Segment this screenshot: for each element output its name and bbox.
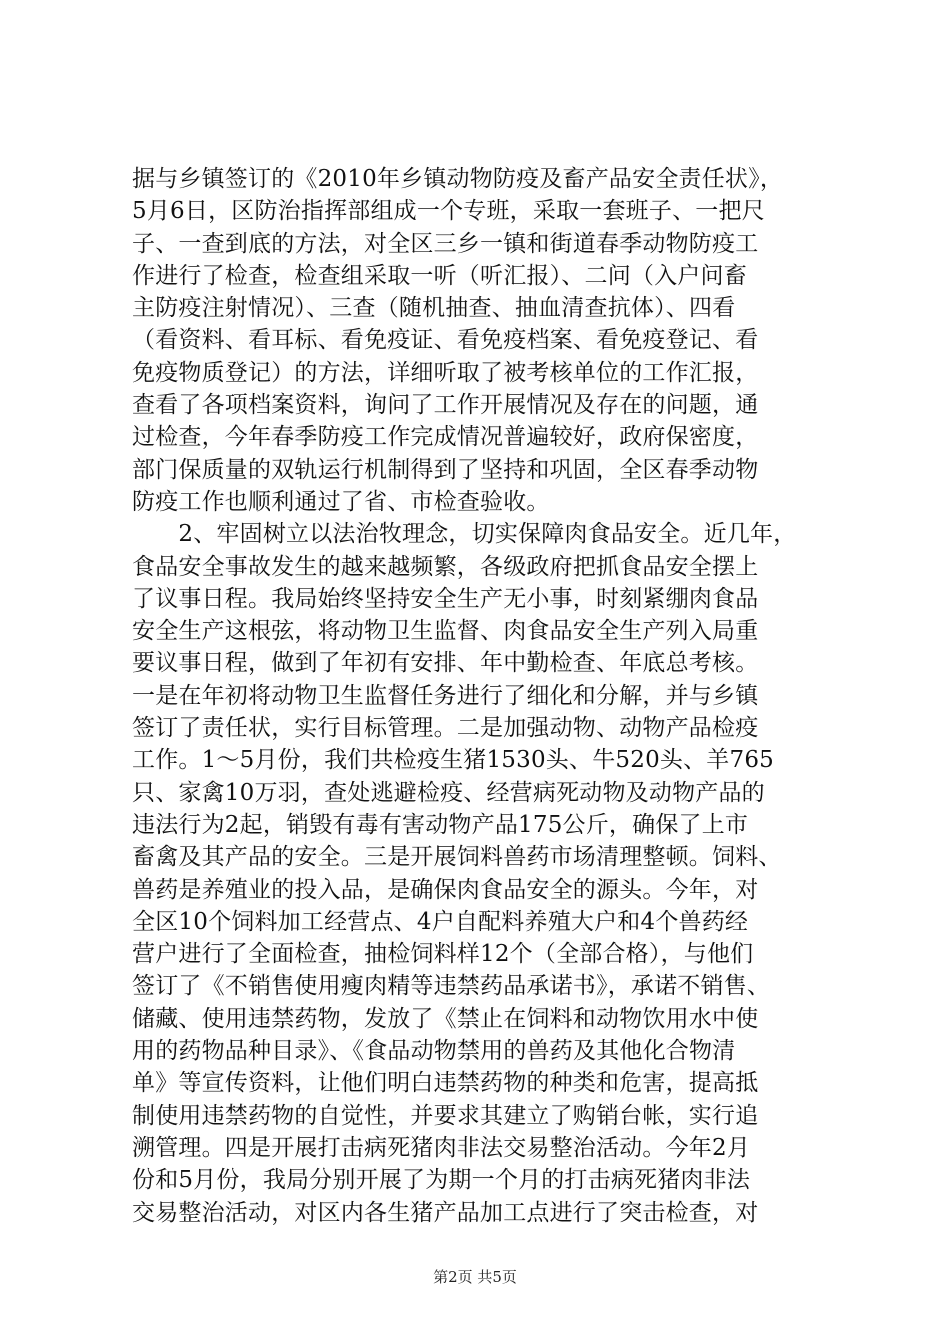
text-line: 免疫物质登记）的方法，详细听取了被考核单位的工作汇报， bbox=[132, 359, 759, 386]
text-line: 安全生产这根弦，将动物卫生监督、肉食品安全生产列入局重 bbox=[132, 618, 759, 645]
text-line: 签订了《不销售使用瘦肉精等违禁药品承诺书》，承诺不销售、 bbox=[132, 973, 771, 1000]
page-number-footer: 第2页 共5页 bbox=[433, 1268, 517, 1286]
text-line: 部门保质量的双轨运行机制得到了坚持和巩固，全区春季动物 bbox=[132, 456, 759, 483]
text-line: 作进行了检查，检查组采取一听（听汇报）、二问（入户问畜 bbox=[132, 262, 747, 289]
text-line: 子、一查到底的方法，对全区三乡一镇和街道春季动物防疫工 bbox=[132, 230, 759, 257]
text-line: 查看了各项档案资料，询问了工作开展情况及存在的问题，通 bbox=[132, 392, 759, 419]
text-line: 要议事日程，做到了年初有安排、年中勤检查、年底总考核。 bbox=[132, 650, 759, 677]
text-line: 制使用违禁药物的自觉性，并要求其建立了购销台帐，实行追 bbox=[132, 1102, 759, 1129]
text-line: 兽药是养殖业的投入品，是确保肉食品安全的源头。今年，对 bbox=[132, 876, 759, 903]
text-line: 营户进行了全面检查，抽检饲料样12个（全部合格），与他们 bbox=[132, 941, 754, 968]
text-line: 防疫工作也顺利通过了省、市检查验收。 bbox=[132, 488, 550, 515]
text-line: 过检查，今年春季防疫工作完成情况普遍较好，政府保密度， bbox=[132, 424, 759, 451]
text-line: 了议事日程。我局始终坚持安全生产无小事，时刻紧绷肉食品 bbox=[132, 585, 759, 612]
text-line: 2、牢固树立以法治牧理念，切实保障肉食品安全。近几年， bbox=[132, 521, 797, 548]
text-line: 一是在年初将动物卫生监督任务进行了细化和分解，并与乡镇 bbox=[132, 682, 759, 709]
text-line: 储藏、使用违禁药物，发放了《禁止在饲料和动物饮用水中使 bbox=[132, 1005, 759, 1032]
document-body bbox=[132, 163, 832, 1229]
text-line: 溯管理。四是开展打击病死猪肉非法交易整治活动。今年2月 bbox=[132, 1134, 751, 1161]
text-line: 全区10个饲料加工经营点、4户自配料养殖大户和4个兽药经 bbox=[132, 908, 749, 935]
text-line: 交易整治活动，对区内各生猪产品加工点进行了突击检查，对 bbox=[132, 1199, 759, 1226]
text-line: 5月6日，区防治指挥部组成一个专班，采取一套班子、一把尺 bbox=[132, 198, 765, 225]
text-line: 食品安全事故发生的越来越频繁，各级政府把抓食品安全摆上 bbox=[132, 553, 759, 580]
text-line: （看资料、看耳标、看免疫证、看免疫档案、看免疫登记、看 bbox=[132, 327, 759, 354]
text-line: 份和5月份，我局分别开展了为期一个月的打击病死猪肉非法 bbox=[132, 1167, 751, 1194]
text-line: 工作。1～5月份，我们共检疫生猪1530头、牛520头、羊765 bbox=[132, 747, 774, 774]
text-line: 据与乡镇签订的《2010年乡镇动物防疫及畜产品安全责任状》， bbox=[132, 166, 784, 192]
text-line: 主防疫注射情况）、三查（随机抽查、抽血清查抗体）、四看 bbox=[132, 295, 736, 322]
text-line: 只、家禽10万羽，查处逃避检疫、经营病死动物及动物产品的 bbox=[132, 779, 765, 806]
text-line: 单》等宣传资料，让他们明白违禁药物的种类和危害，提高抵 bbox=[132, 1070, 759, 1097]
text-line: 违法行为2起，销毁有毒有害动物产品175公斤，确保了上市 bbox=[132, 811, 749, 838]
text-line: 签订了责任状，实行目标管理。二是加强动物、动物产品检疫 bbox=[132, 715, 759, 742]
text-line: 畜禽及其产品的安全。三是开展饲料兽药市场清理整顿。饲料、 bbox=[132, 844, 782, 871]
text-line: 用的药物品种目录》、《食品动物禁用的兽药及其他化合物清 bbox=[132, 1038, 736, 1065]
